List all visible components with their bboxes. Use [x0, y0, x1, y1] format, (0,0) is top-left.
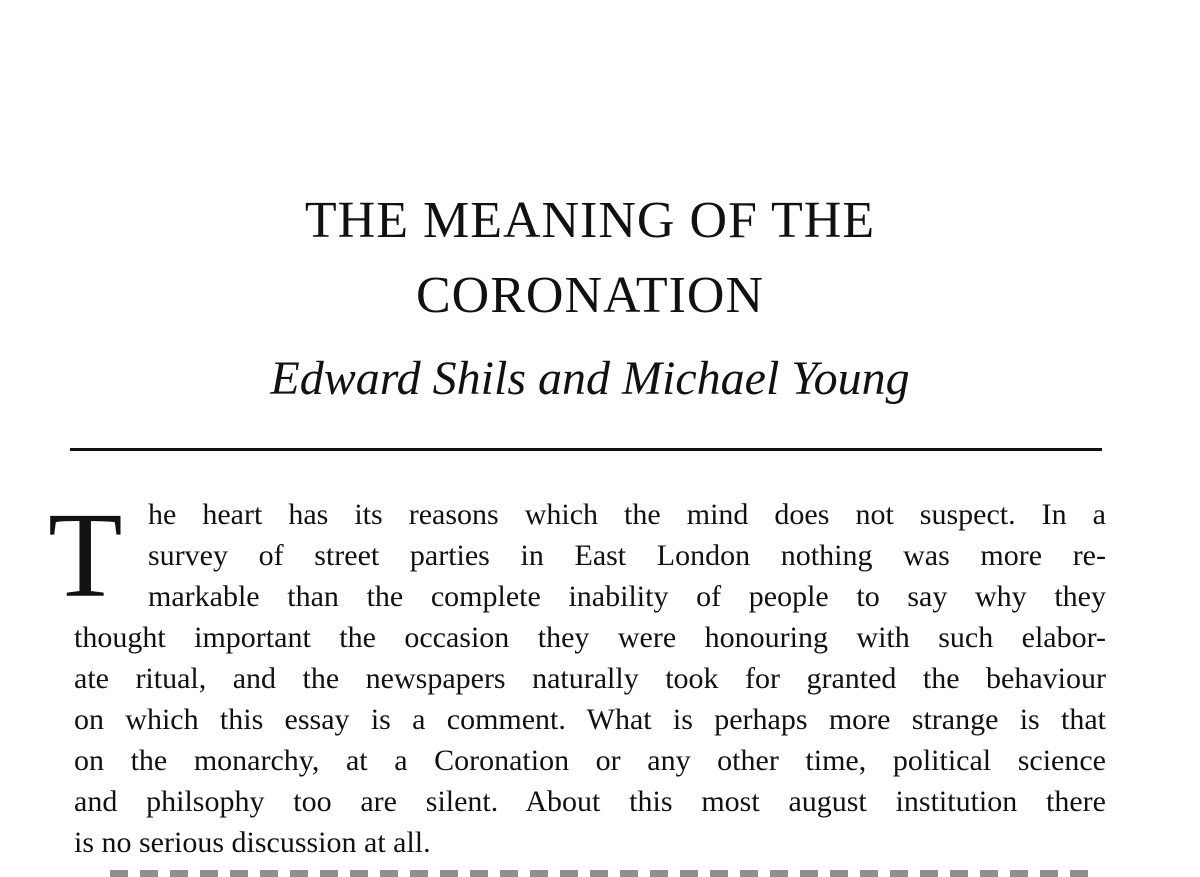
body-text-line-last: is no serious discussion at all. — [74, 826, 431, 859]
body-text-line: ate ritual, and the newspapers naturally took for granted the behaviour — [74, 662, 1106, 695]
body-text-line: on the monarchy, at a Coronation or any other time, political science — [74, 744, 1106, 777]
body-text-line: markable than the complete inability of people to say why they — [148, 580, 1106, 613]
body-text-line: survey of street parties in East London nothing was more re- — [148, 539, 1106, 572]
drop-cap-letter: T — [48, 488, 123, 623]
article-title-line-2: CORONATION — [416, 267, 764, 324]
body-text-line: thought important the occasion they were honouring with such elabor- — [74, 621, 1106, 654]
body-text-line: he heart has its reasons which the mind does not suspect. In a — [148, 498, 1106, 531]
body-text-line: on which this essay is a comment. What is perhaps more strange is that — [74, 703, 1106, 736]
article-authors: Edward Shils and Michael Young — [270, 352, 910, 405]
horizontal-rule — [70, 448, 1102, 451]
body-text-line: and philsophy too are silent. About this most august institution there — [74, 785, 1106, 818]
cut-off-next-line — [110, 870, 1100, 877]
article-title-line-1: THE MEANING OF THE — [304, 192, 876, 249]
